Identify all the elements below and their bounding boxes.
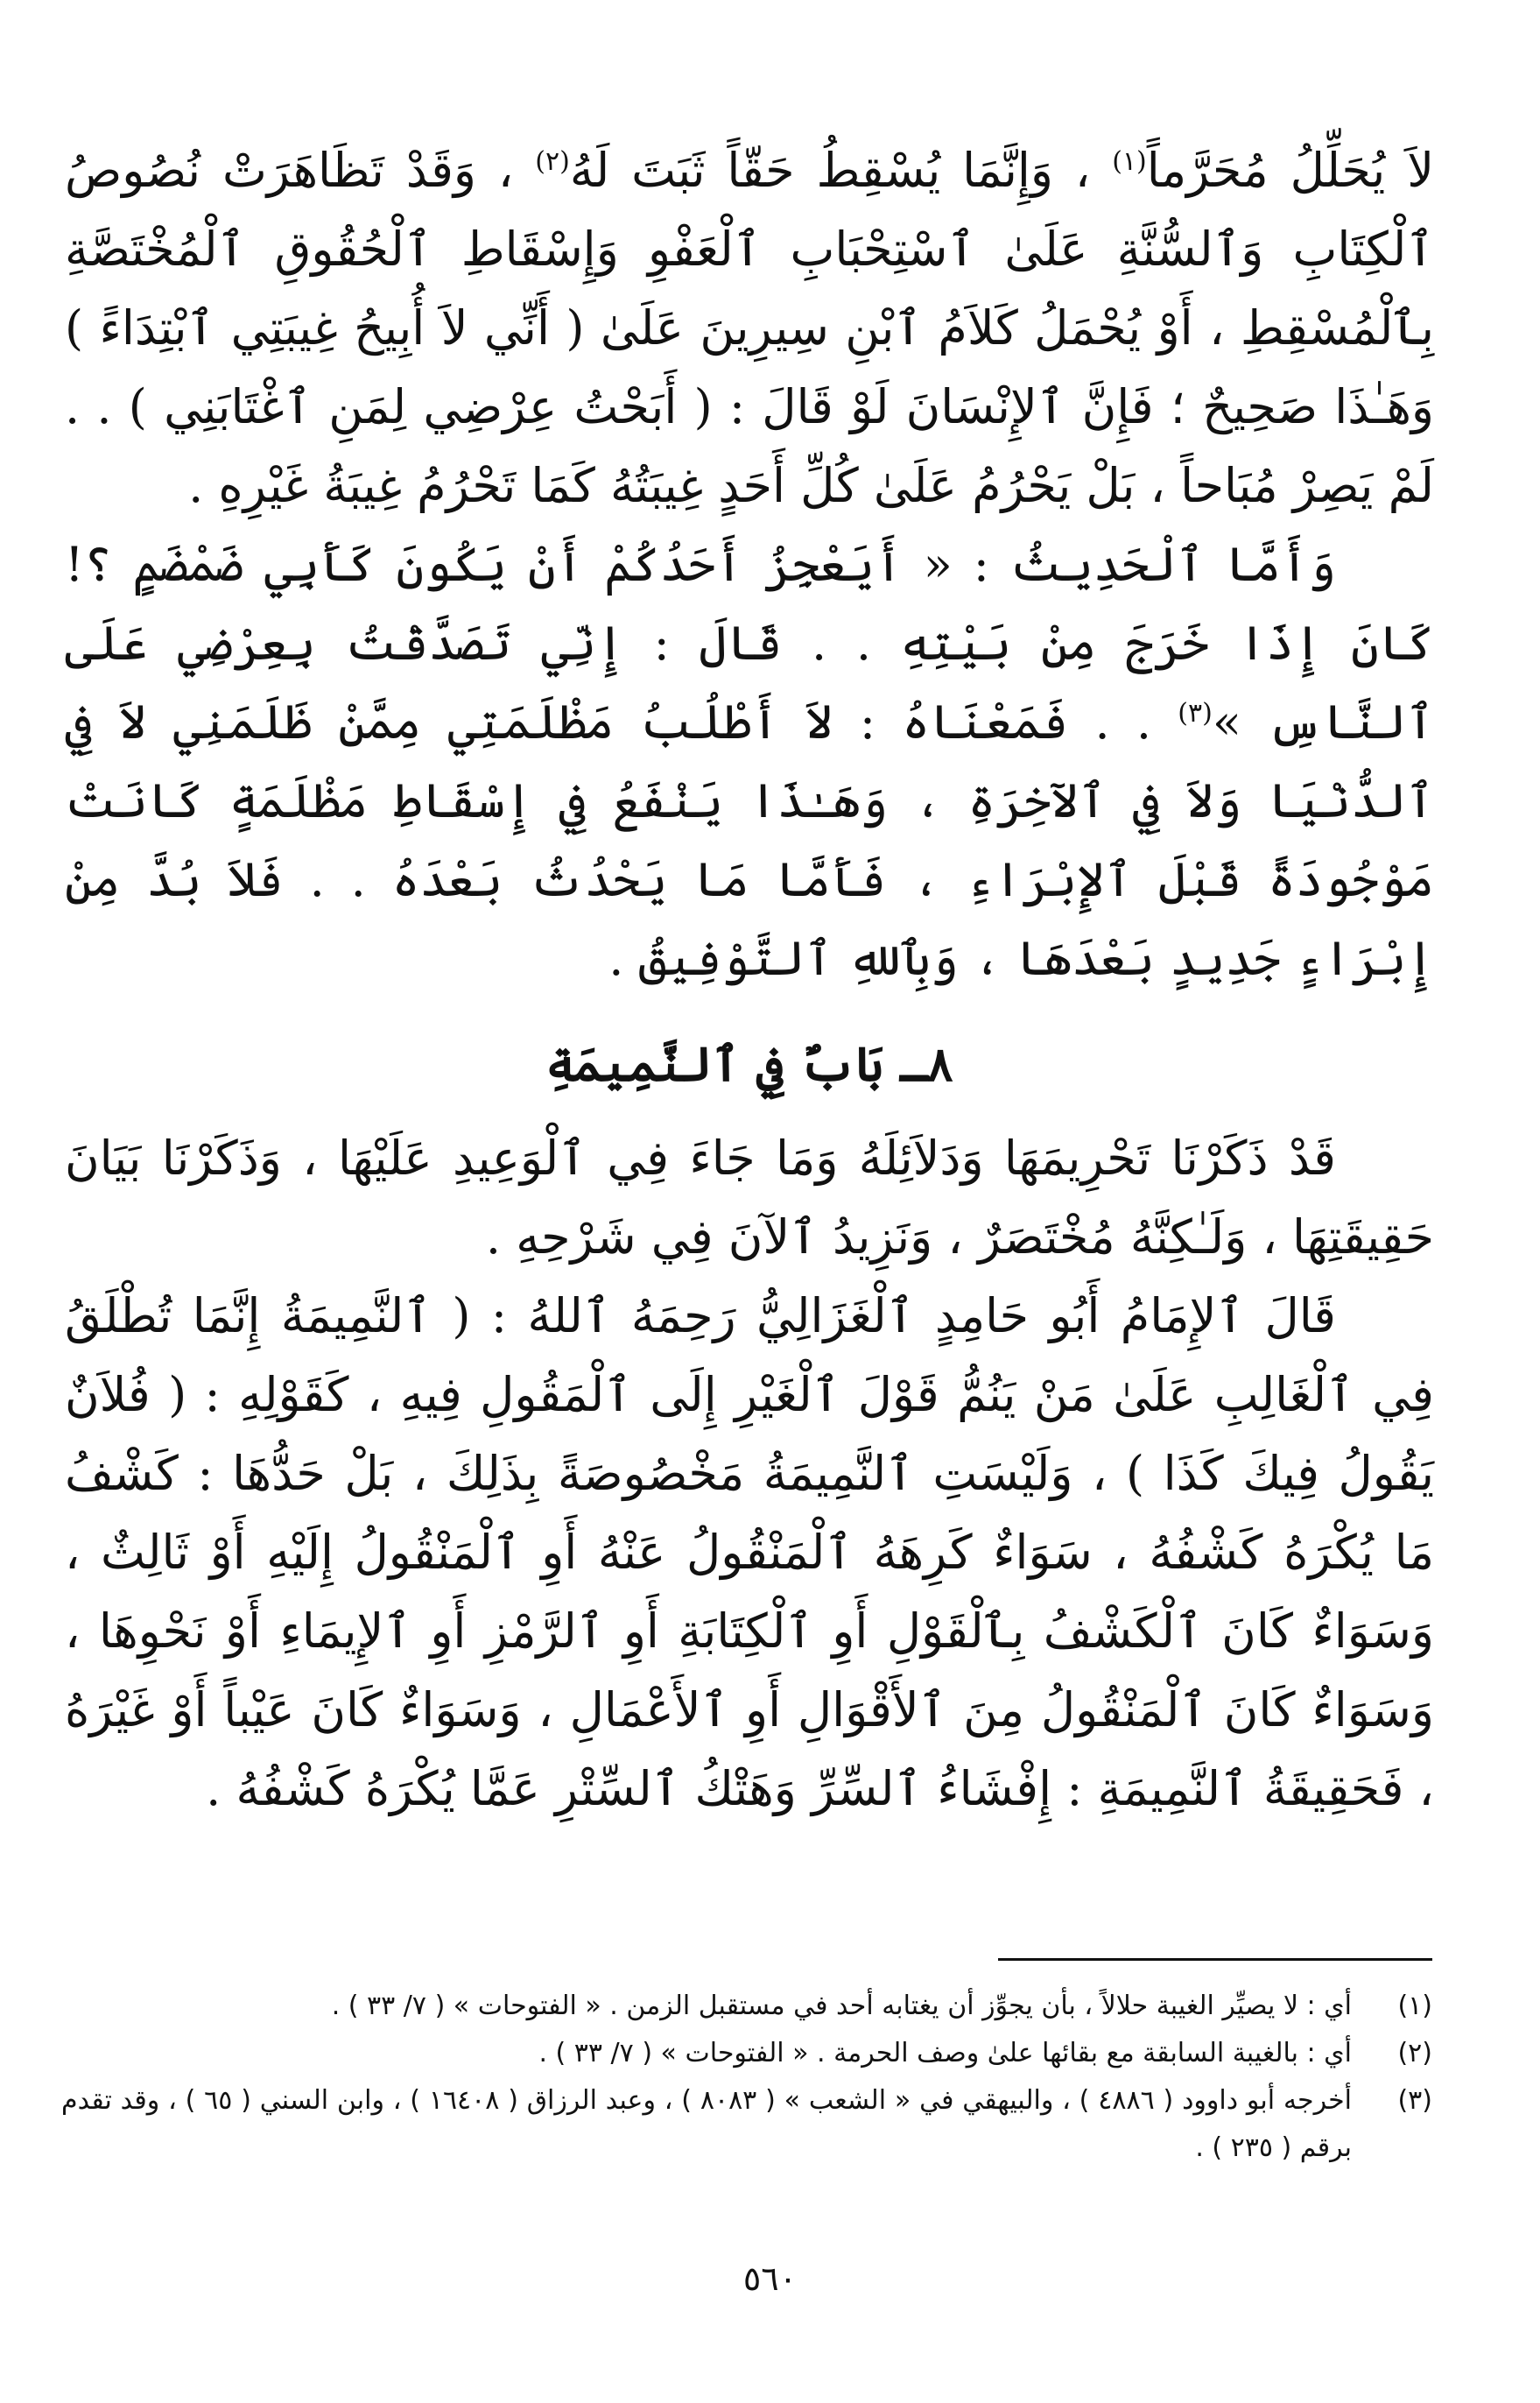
footnote-number: (١) xyxy=(1397,1991,1432,2021)
section-heading: ٨ـ بَابٌ فِي ٱلنَّمِيمَةِ xyxy=(545,1036,953,1092)
footnote-3 xyxy=(61,2077,1432,2172)
text-run: وَأَمَّا ٱلْحَدِيثُ : « أَيَعْجِزُ أَحَدُكُمْ أَنْ يَكُونَ كَأَبِي ضَمْضَمٍ ؟! كَانَ إِذَا خَرَجَ مِنْ بَيْتِهِ . . قَالَ : إِنِّي تَصَدَّقْتُ بِعِرْضِي عَلَى ٱلنَّاسِ » xyxy=(65,537,1434,750)
paragraph-1 xyxy=(65,131,1434,525)
text-run: ، وَقَدْ تَظَاهَرَتْ نُصُوصُ ٱلْكِتَابِ وَٱلسُّنَّةِ عَلَىٰ ٱسْتِحْبَابِ ٱلْعَفْوِ وَإِسْقَاطِ ٱلْحُقُوقِ ٱلْمُخْتَصَّةِ بِٱلْمُسْقِطِ ، أَوْ يُحْمَلُ كَلاَمُ ٱبْنِ سِيرِينَ عَلَىٰ ( أَنِّي لاَ أُبِيحُ غِيبَتِي ٱبْتِدَاءً ) وَهَـٰذَا صَحِيحٌ ؛ فَإِنَّ ٱلإِنْسَانَ لَوْ قَالَ : ( أَبَحْتُ عِرْضِي لِمَنِ ٱغْتَابَنِي ) . . لَمْ يَصِرْ مُبَاحاً ، بَلْ يَحْرُمُ عَلَىٰ كُلِّ أَحَدٍ غِيبَتُهُ كَمَا تَحْرُمُ غِيبَةُ غَيْرِهِ . xyxy=(65,143,1434,513)
footnote-2 xyxy=(61,2030,1432,2077)
footnote-ref-3[interactable]: (٣) xyxy=(1178,698,1213,729)
footnote-ref-2[interactable]: (٢) xyxy=(535,146,570,177)
footnote-text: أي : لا يصيِّر الغيبة حلالاً ، بأن يجوِّز أن يغتابه أحد في مستقبل الزمن . « الفتوحات » ( ٧/ ٣٣ ) . xyxy=(331,1991,1352,2021)
text-run: لاَ يُحَلِّلُ مُحَرَّماً xyxy=(1146,143,1434,198)
footnote-1 xyxy=(61,1983,1432,2030)
footnote-divider xyxy=(998,1958,1432,1961)
text-run: ، وَإِنَّمَا يُسْقِطُ حَقّاً ثَبَتَ لَهُ xyxy=(569,143,1113,198)
paragraph-2 xyxy=(65,525,1434,998)
footnote-text: أخرجه أبو داوود ( ٤٨٨٦ ) ، والبيهقي في « الشعب » ( ٨٠٨٣ ) ، وعبد الرزاق ( ١٦٤٠٨ ) ، وابن السني ( ٦٥ ) ، وقد تقدم برقم ( ٢٣٥ ) . xyxy=(61,2085,1353,2163)
footnote-number: (٢) xyxy=(1397,2038,1432,2068)
footnote-text: أي : بالغيبة السابقة مع بقائها علىٰ وصف الحرمة . « الفتوحات » ( ٧/ ٣٣ ) . xyxy=(538,2038,1352,2068)
footnotes xyxy=(61,1983,1432,2172)
footnote-ref-1[interactable]: (١) xyxy=(1112,146,1147,177)
footnote-number: (٣) xyxy=(1397,2085,1432,2116)
paragraph-4: قَالَ ٱلإِمَامُ أَبُو حَامِدٍ ٱلْغَزَالِيُّ رَحِمَهُ ٱللهُ : ( ٱلنَّمِيمَةُ إِنَّمَا تُطْلَقُ فِي ٱلْغَالِبِ عَلَىٰ مَنْ يَنُمُّ قَوْلَ ٱلْغَيْرِ إِلَى ٱلْمَقُولِ فِيهِ ، كَقَوْلِهِ : ( فُلاَنٌ يَقُولُ فِيكَ كَذَا ) ، وَلَيْسَتِ ٱلنَّمِيمَةُ مَخْصُوصَةً بِذَلِكَ ، بَلْ حَدُّهَا : كَشْفُ مَا يُكْرَهُ كَشْفُهُ ، سَوَاءٌ كَرِهَهُ ٱلْمَنْقُولُ عَنْهُ أَوِ ٱلْمَنْقُولُ إِلَيْهِ أَوْ ثَالِثٌ ، وَسَوَاءٌ كَانَ ٱلْكَشْفُ بِٱلْقَوْلِ أَوِ ٱلْكِتَابَةِ أَوِ ٱلرَّمْزِ أَوِ ٱلإِيمَاءِ أَوْ نَحْوِهَا ، وَسَوَاءٌ كَانَ ٱلْمَنْقُولُ مِنَ ٱلأَقْوَالِ أَوِ ٱلأَعْمَالِ ، وَسَوَاءٌ كَانَ عَيْباً أَوْ غَيْرَهُ ، فَحَقِيقَةُ ٱلنَّمِيمَةِ : إِفْشَاءُ ٱلسِّرِّ وَهَتْكُ ٱلسِّتْرِ عَمَّا يُكْرَهُ كَشْفُهُ . xyxy=(65,1288,1434,1816)
main-text xyxy=(65,131,1434,1829)
paragraph-3: قَدْ ذَكَرْنَا تَحْرِيمَهَا وَدَلاَئِلَهُ وَمَا جَاءَ فِي ٱلْوَعِيدِ عَلَيْهَا ، وَذَكَرْنَا بَيَانَ حَقِيقَتِهَا ، وَلَـٰكِنَّهُ مُخْتَصَرٌ ، وَنَزِيدُ ٱلآنَ فِي شَرْحِهِ . xyxy=(65,1131,1434,1265)
page-number: ٥٦٠ xyxy=(742,2259,798,2298)
text-run: . . فَمَعْنَاهُ : لاَ أَطْلُبُ مَظْلَمَتِي مِمَّنْ ظَلَمَنِي لاَ فِي ٱلدُّنْيَا وَلاَ فِي ٱلآخِرَةِ ، وَهَـٰذَا يَنْفَعُ فِي إِسْقَاطِ مَظْلَمَةٍ كَانَتْ مَوْجُودَةً قَبْلَ ٱلإِبْرَاءِ ، فَأَمَّا مَا يَحْدُثُ بَعْدَهُ . . فَلاَ بُدَّ مِنْ إِبْرَاءٍ جَدِيدٍ بَعْدَهَا ، وَبِٱللهِ ٱلتَّوْفِيقُ . xyxy=(65,694,1434,986)
